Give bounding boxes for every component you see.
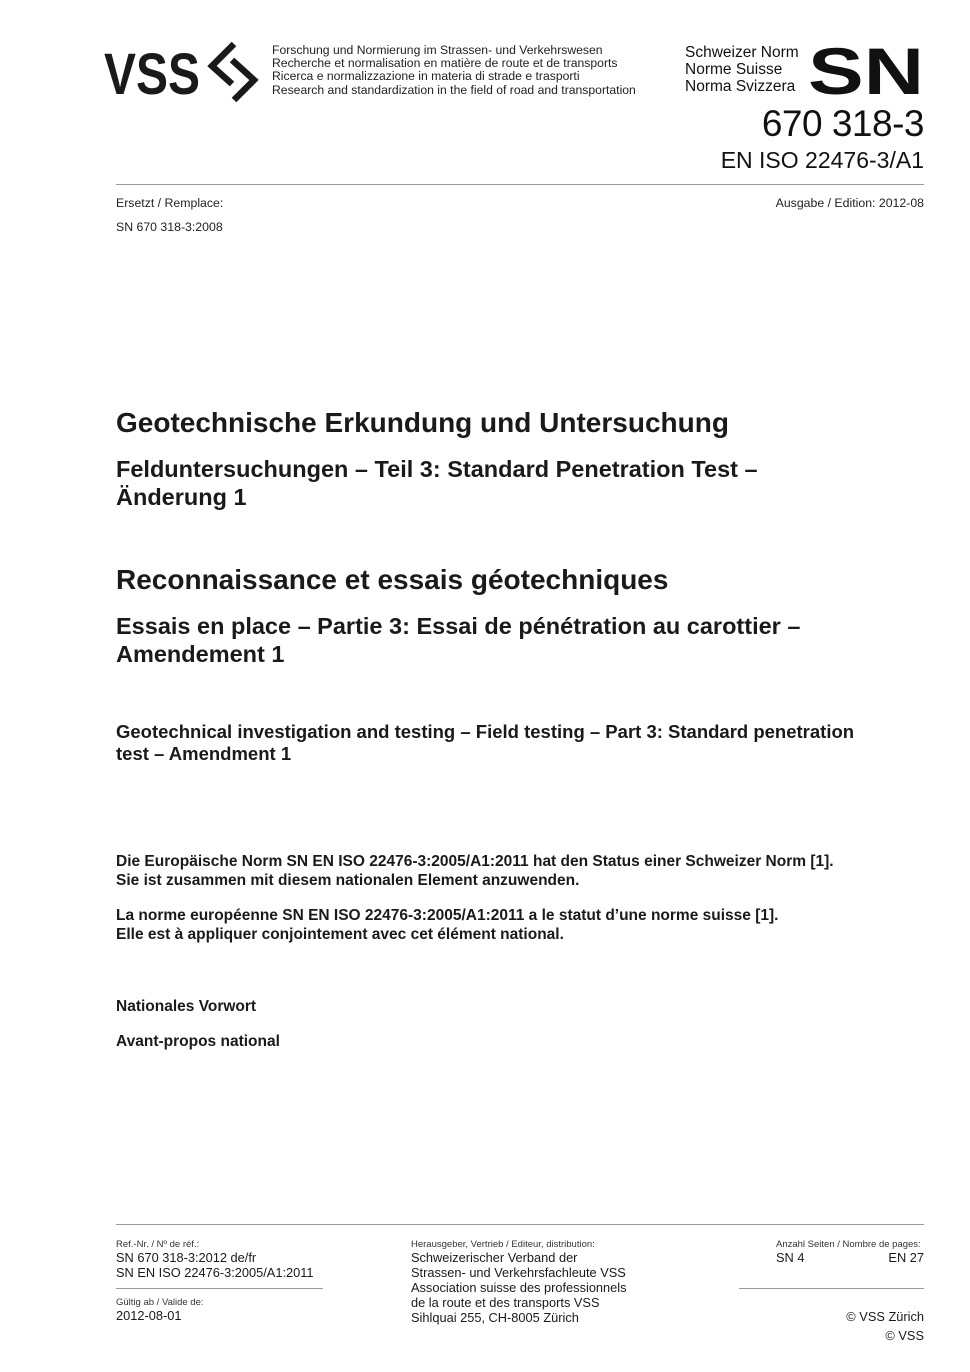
subtitle-de-line: Felduntersuchungen – Teil 3: Standard Penetration Test – [116, 456, 758, 482]
sn-logo [808, 44, 924, 96]
norm-names [685, 44, 799, 95]
publisher-line: de la route et des transports VSS [411, 1295, 600, 1310]
replaces-label: Ersetzt / Remplace: [116, 196, 224, 210]
svg-text:SN: SN [808, 44, 924, 96]
status-fr [116, 906, 778, 944]
norm-name-fr: Norme Suisse [685, 61, 783, 78]
ref-divider [116, 1288, 323, 1289]
foreword-fr [116, 1032, 280, 1051]
status-de-line: Die Europäische Norm SN EN ISO 22476-3:2005/A1:2011 hat den Status einer Schweizer Norm [1]. [116, 853, 834, 870]
title-en-line: Geotechnical investigation and testing – Field testing – Part 3: Standard penetration [116, 721, 855, 742]
tagline-line: Forschung und Normierung im Strassen- und Verkehrswesen [272, 43, 603, 57]
valid-label: Gültig ab / Valide de: [116, 1297, 204, 1308]
standard-number: 670 318-3 [761, 103, 924, 144]
ref-line: SN 670 318-3:2012 de/fr [116, 1250, 257, 1265]
status-de [116, 852, 834, 890]
publisher-label: Herausgeber, Vertrieb / Editeur, distribution: [411, 1239, 595, 1250]
copyright: © VSS [885, 1328, 924, 1343]
tagline-line: Recherche et normalisation en matière de route et de transports [272, 56, 618, 71]
tagline-line: Ricerca e normalizzazione in materia di strade e trasporti [272, 69, 580, 84]
edition: Ausgabe / Edition: 2012-08 [775, 196, 924, 210]
subtitle-fr-line: Essais en place – Partie 3: Essai de pénétration au carottier – [116, 613, 801, 639]
publisher-line: Schweizerischer Verband der [411, 1250, 578, 1265]
subtitle-de-line: Änderung 1 [116, 484, 247, 510]
status-de-line: Sie ist zusammen mit diesem nationalen Element anzuwenden. [116, 872, 580, 889]
norm-name-it: Norma Svizzera [685, 78, 796, 95]
publisher-line: Strassen- und Verkehrsfachleute VSS [411, 1265, 626, 1280]
title-en [116, 721, 854, 765]
subtitle-fr-line: Amendement 1 [116, 641, 285, 667]
replaces-value: SN 670 318-3:2008 [116, 220, 223, 234]
publisher-line: Association suisse des professionnels [411, 1280, 627, 1295]
en-iso-number: EN ISO 22476-3/A1 [720, 147, 924, 173]
norm-name-de: Schweizer Norm [685, 44, 799, 61]
title-de: Geotechnische Erkundung und Untersuchung [116, 407, 729, 438]
publisher-line: Sihlquai 255, CH-8005 Zürich [411, 1310, 579, 1325]
footer-divider [116, 1224, 924, 1225]
svg-text:VSS: VSS [104, 42, 200, 104]
title-en-line: test – Amendment 1 [116, 743, 292, 764]
tagline-line: Research and standardization in the field of road and transportation [272, 82, 636, 97]
copyright-zurich: © VSS Zürich [846, 1309, 924, 1324]
foreword-de [116, 997, 256, 1016]
ref-line: SN EN ISO 22476-3:2005/A1:2011 [116, 1265, 314, 1280]
pages-divider [739, 1288, 924, 1289]
header-divider [116, 184, 924, 185]
vss-logo [104, 40, 266, 104]
subtitle-fr [116, 612, 916, 668]
pages-sn: SN 4 [776, 1250, 805, 1265]
status-fr-line: La norme européenne SN EN ISO 22476-3:2005/A1:2011 a le statut d’une norme suisse [1]. [116, 907, 779, 924]
pages-en: EN 27 [888, 1250, 924, 1265]
foreword-de-text: Nationales Vorwort [116, 998, 257, 1015]
pages-label: Anzahl Seiten / Nombre de pages: [776, 1239, 921, 1250]
valid-value: 2012-08-01 [116, 1308, 182, 1323]
status-fr-line: Elle est à appliquer conjointement avec cet élément national. [116, 926, 564, 943]
subtitle-de [116, 455, 916, 511]
foreword-fr-text: Avant-propos national [116, 1033, 280, 1050]
title-fr: Reconnaissance et essais géotechniques [116, 564, 669, 595]
ref-label: Ref.-Nr. / Nº de réf.: [116, 1239, 200, 1250]
vss-tagline [272, 44, 636, 97]
